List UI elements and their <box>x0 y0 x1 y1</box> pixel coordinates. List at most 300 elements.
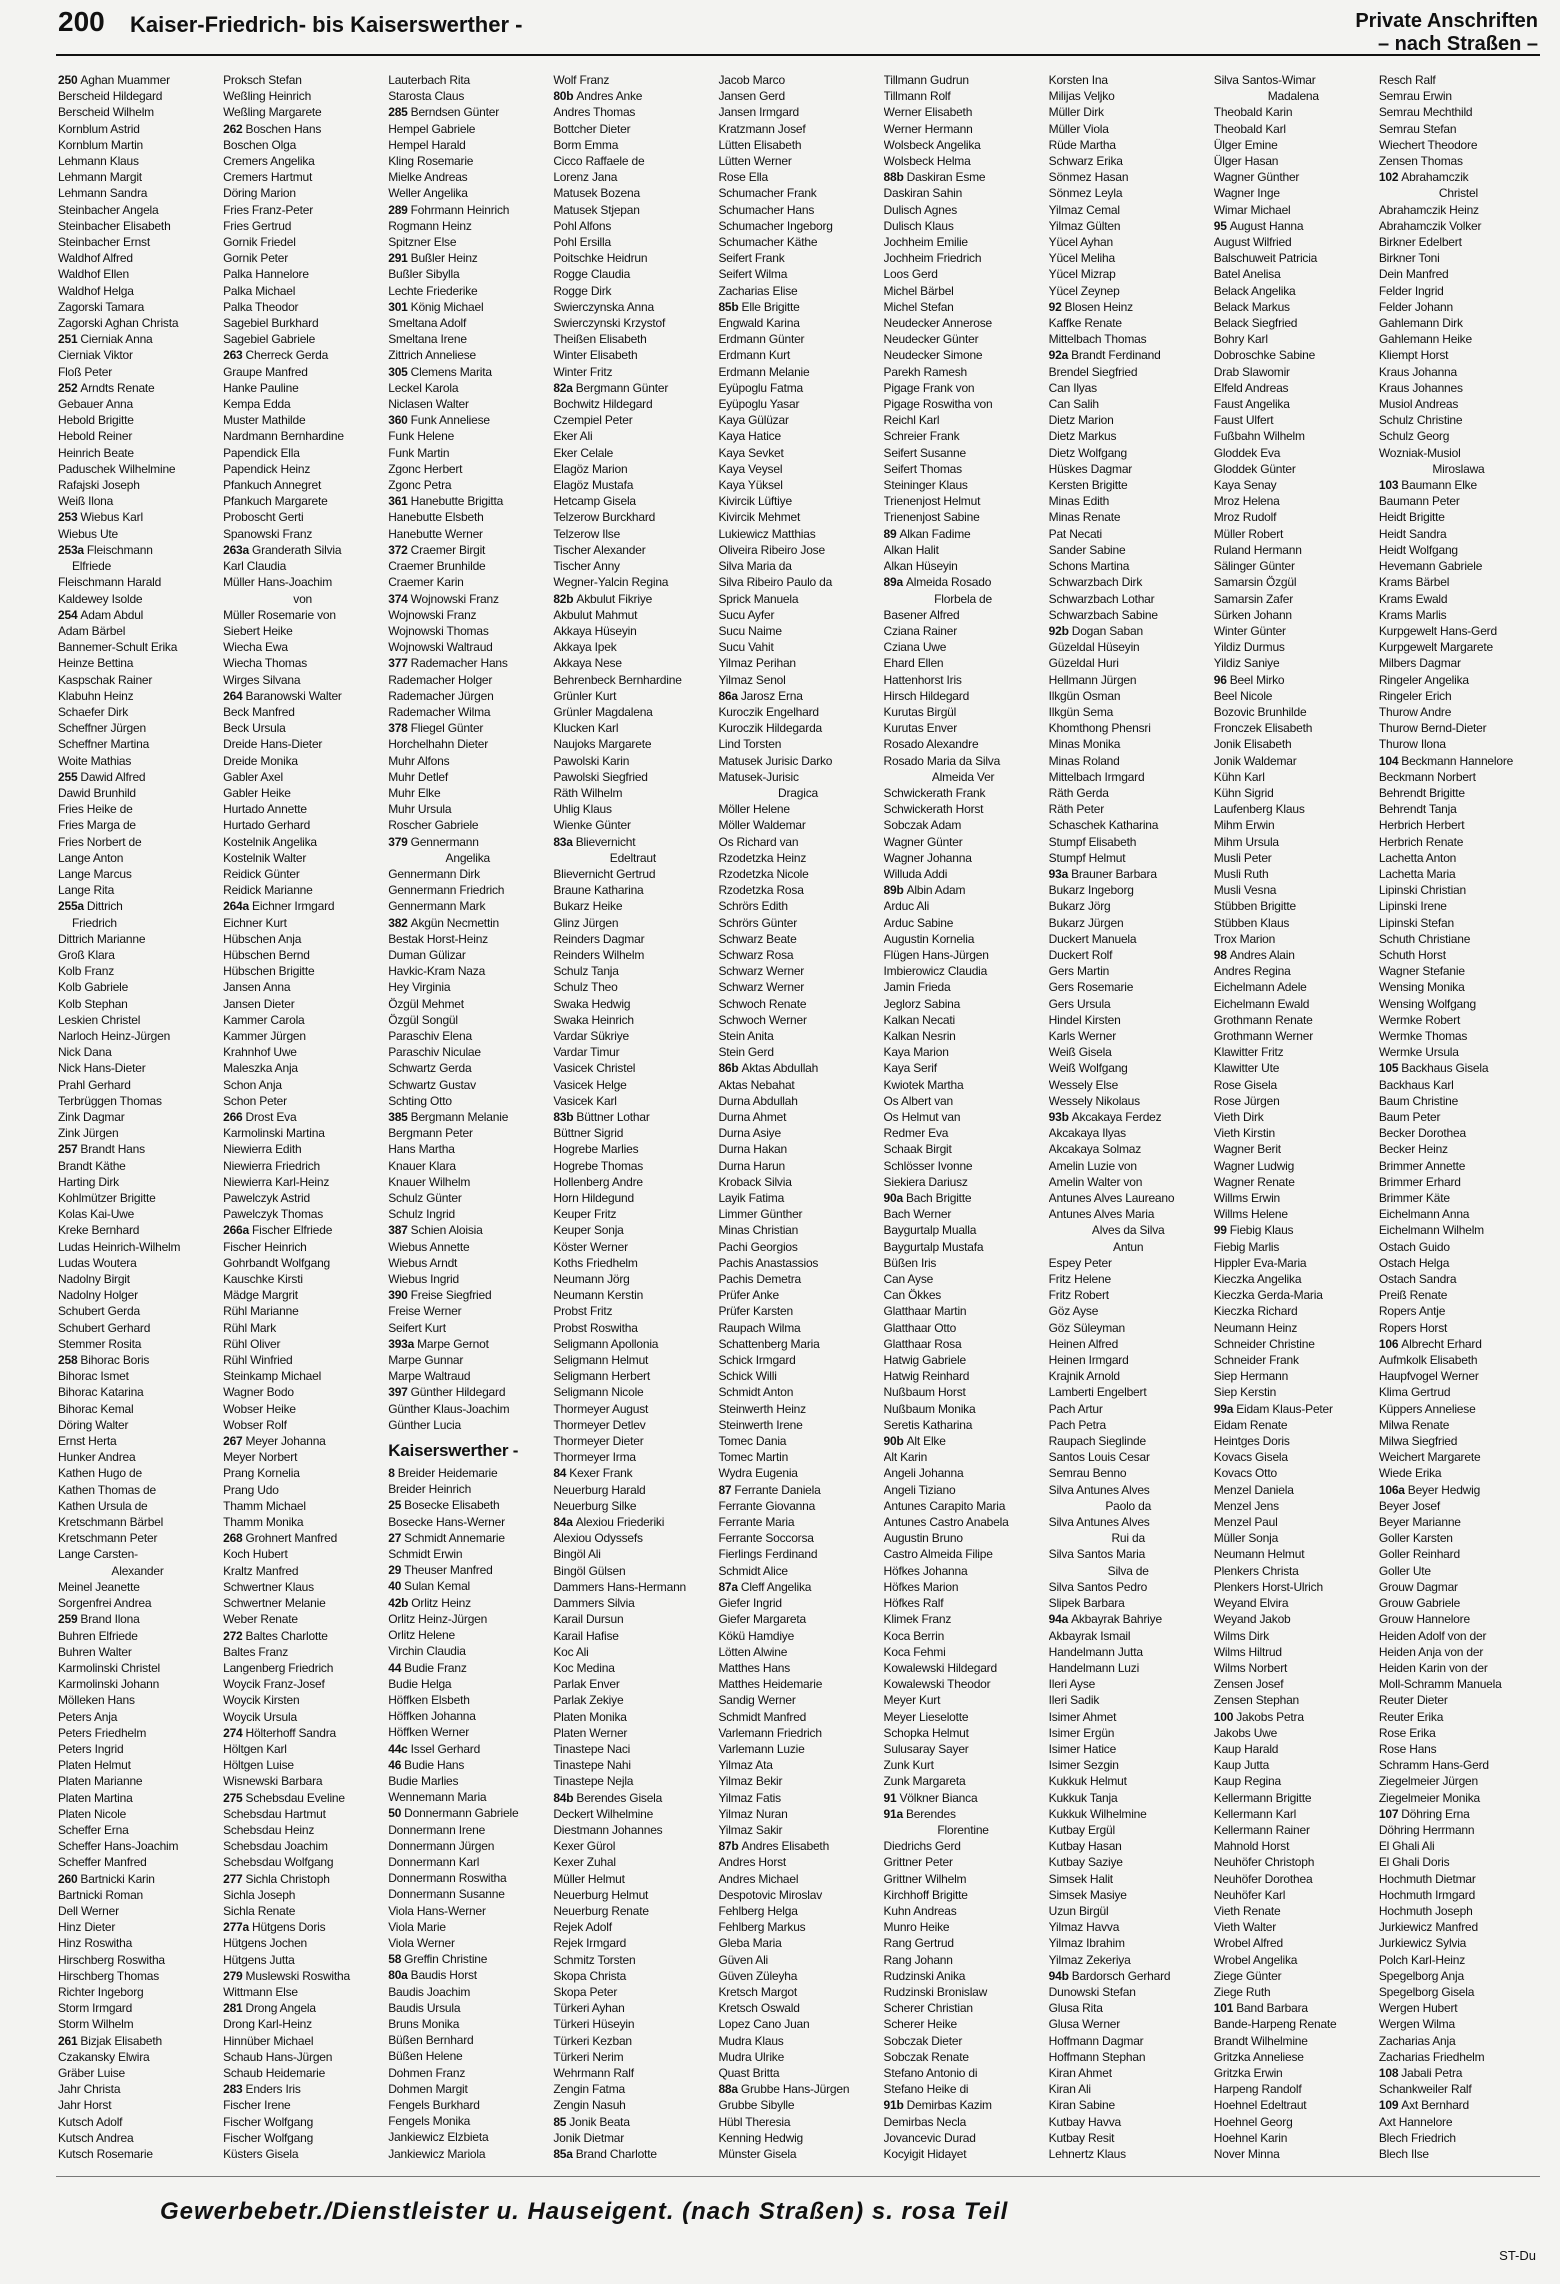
resident-name: Sichla Christoph <box>245 1871 330 1886</box>
listing-entry <box>223 185 382 201</box>
resident-name: Räth Gerda <box>1048 785 1109 800</box>
resident-name: Swaka Heinrich <box>553 1012 634 1027</box>
listing-entry <box>58 574 217 590</box>
listing-entry <box>58 1725 217 1741</box>
resident-name: Grünler Magdalena <box>553 704 653 719</box>
listing-entry <box>1049 1579 1208 1595</box>
listing-entry <box>388 2129 547 2145</box>
listing-entry <box>553 2114 712 2130</box>
resident-name: Almeida Ver <box>931 769 995 784</box>
listing-entry <box>1379 1514 1538 1530</box>
resident-name: Thamm Monika <box>223 1515 304 1530</box>
resident-name: Platen Helmut <box>58 1758 131 1773</box>
listing-entry <box>1049 331 1208 347</box>
listing-entry <box>1049 1595 1208 1611</box>
listing-entry <box>58 2049 217 2065</box>
resident-name: Wagner Berit <box>1213 1142 1281 1157</box>
listing-entry <box>223 1546 382 1562</box>
resident-name: Behrendt Tanja <box>1378 802 1457 817</box>
resident-name: Müller Dirk <box>1048 105 1104 120</box>
listing-entry <box>718 1611 877 1627</box>
listing-entry <box>553 202 712 218</box>
listing-entry <box>1379 2130 1538 2146</box>
listing-entry <box>388 266 547 282</box>
resident-name: Uhlig Klaus <box>553 802 612 817</box>
listing-entry <box>1049 509 1208 525</box>
resident-name: Rzodetzka Heinz <box>718 850 807 865</box>
house-number: 109 <box>1378 2098 1399 2113</box>
listing-entry <box>388 1708 547 1724</box>
listing-entry <box>1049 1028 1208 1044</box>
resident-name: Gennermann Friedrich <box>388 883 505 898</box>
resident-name: Ziegelmeier Monika <box>1378 1790 1480 1805</box>
listing-entry <box>1049 1822 1208 1838</box>
listing-entry <box>718 1660 877 1676</box>
resident-name: Schons Martina <box>1048 559 1130 574</box>
resident-name: Beyer Marianne <box>1378 1515 1461 1530</box>
listing-entry <box>58 963 217 979</box>
resident-name: Hey Virginia <box>388 980 451 995</box>
listing-entry <box>884 1352 1043 1368</box>
resident-name: Blievernicht <box>575 834 636 849</box>
listing-entry <box>553 607 712 623</box>
listing-entry <box>223 1433 382 1449</box>
listing-entry <box>1379 331 1538 347</box>
listing-entry <box>1379 947 1538 963</box>
listing-entry <box>58 1449 217 1465</box>
listing-entry <box>884 1125 1043 1141</box>
resident-name: Gritzka Anneliese <box>1213 2049 1304 2064</box>
listing-entry <box>388 801 547 817</box>
resident-name: Albrecht Erhard <box>1401 1336 1482 1351</box>
resident-name: Hurtado Annette <box>223 802 307 817</box>
resident-name: Pigage Roswitha von <box>883 397 993 412</box>
listing-entry <box>553 104 712 120</box>
listing-entry <box>553 591 712 607</box>
resident-name: Adam Abdul <box>80 607 144 622</box>
resident-name: Belack Angelika <box>1213 283 1296 298</box>
listing-entry <box>884 817 1043 833</box>
listing-entry <box>1379 1935 1538 1951</box>
listing-entry <box>223 1417 382 1433</box>
resident-name: Heidt Sandra <box>1378 526 1447 541</box>
listing-entry <box>884 1482 1043 1498</box>
listing-entry <box>1379 623 1538 639</box>
resident-name: Wiecha Ewa <box>223 640 288 655</box>
listing-entry <box>388 1190 547 1206</box>
listing-entry <box>718 2065 877 2081</box>
listing-entry <box>388 736 547 752</box>
listing-entry <box>1379 2081 1538 2097</box>
resident-name: Wiebus Ingrid <box>388 1272 459 1287</box>
listing-entry <box>388 1206 547 1222</box>
resident-name: Weßling Heinrich <box>223 89 312 104</box>
listing-entry <box>884 1952 1043 1968</box>
resident-name: Peters Ingrid <box>58 1741 124 1756</box>
listing-entry <box>223 834 382 850</box>
listing-entry <box>553 1336 712 1352</box>
house-number: 84a <box>553 1515 573 1530</box>
resident-name: Christel <box>1438 186 1478 201</box>
listing-entry <box>223 1012 382 1028</box>
resident-name: Fliegel Günter <box>410 721 484 736</box>
listing-entry <box>1049 655 1208 671</box>
house-number: 102 <box>1378 170 1399 185</box>
resident-name: Donnermann Jürgen <box>388 1838 495 1853</box>
listing-entry <box>718 1482 877 1498</box>
resident-name: Nover Minna <box>1213 2147 1280 2161</box>
resident-name: Telzerow Ilse <box>553 526 621 541</box>
resident-name: Kukkuk Helmut <box>1048 1774 1127 1789</box>
resident-name: Hoehnel Karin <box>1213 2130 1288 2145</box>
listing-entry <box>58 169 217 185</box>
resident-name: Neumann Kerstin <box>553 1288 644 1303</box>
listing-entry <box>553 315 712 331</box>
listing-entry <box>553 1109 712 1125</box>
resident-name: Mroz Helena <box>1213 494 1280 509</box>
listing-entry <box>718 672 877 688</box>
resident-name: Yilmaz Zekeriya <box>1048 1952 1131 1967</box>
section-heading-line2: – nach Straßen – <box>1377 33 1538 55</box>
resident-name: Dulisch Klaus <box>883 218 954 233</box>
resident-name: Neuerburg Silke <box>553 1498 637 1513</box>
resident-name: Zunk Margareta <box>883 1774 966 1789</box>
listing-entry <box>718 931 877 947</box>
listing-entry <box>553 769 712 785</box>
resident-name: Brandt Käthe <box>58 1158 126 1173</box>
listing-entry <box>58 2081 217 2097</box>
house-number: 86a <box>718 688 738 703</box>
house-number: 255 <box>58 769 78 784</box>
resident-name: Kuroczik Hildegarda <box>718 721 823 736</box>
resident-name: Ferrante Soccorsa <box>718 1531 814 1546</box>
resident-name: Yildiz Durmus <box>1213 640 1285 655</box>
listing-entry <box>223 2033 382 2049</box>
resident-name: Jahr Christa <box>58 2082 121 2097</box>
listing-entry <box>1214 2097 1373 2113</box>
listing-entry <box>1214 1952 1373 1968</box>
resident-name: Mahnold Horst <box>1213 1839 1290 1854</box>
listing-entry <box>884 137 1043 153</box>
resident-name: Simsek Masiye <box>1048 1887 1127 1902</box>
resident-name: Türkeri Kezban <box>553 2033 632 2048</box>
listing-entry <box>884 2146 1043 2162</box>
resident-name: Prüfer Karsten <box>718 1304 794 1319</box>
resident-name: Hempel Gabriele <box>388 121 476 136</box>
listing-entry <box>58 1660 217 1676</box>
resident-name: Karmolinski Martina <box>223 1126 325 1141</box>
resident-name: Berendes Gisela <box>576 1790 663 1805</box>
resident-name: Cziana Rainer <box>883 623 957 638</box>
resident-name: Mittelbach Thomas <box>1048 332 1147 347</box>
resident-name: Duckert Manuela <box>1048 931 1137 946</box>
listing-entry <box>58 1806 217 1822</box>
resident-name: Hippler Eva-Maria <box>1213 1255 1307 1270</box>
listing-entry <box>1049 1514 1208 1530</box>
resident-name: Niewierra Karl-Heinz <box>223 1174 330 1189</box>
resident-name: Yücel Zeynep <box>1048 283 1120 298</box>
resident-name: Sobczak Renate <box>883 2049 969 2064</box>
listing-entry <box>1214 1903 1373 1919</box>
listing-entry <box>718 72 877 88</box>
resident-name: Stein Gerd <box>718 1045 774 1060</box>
listing-entry <box>223 1822 382 1838</box>
resident-name: Kutsch Rosemarie <box>58 2147 153 2161</box>
listing-entry <box>884 2097 1043 2113</box>
listing-entry <box>388 1255 547 1271</box>
listing-entry <box>1214 1433 1373 1449</box>
resident-name: Drab Slawomir <box>1213 364 1290 379</box>
listing-entry <box>553 1773 712 1789</box>
resident-name: Baygurtalp Mustafa <box>883 1239 984 1254</box>
resident-name: Schon Peter <box>223 1093 287 1108</box>
listing-entry <box>1049 931 1208 947</box>
listing-entry <box>553 185 712 201</box>
resident-name: Rühl Oliver <box>223 1336 281 1351</box>
listing-entry <box>718 542 877 558</box>
resident-name: Alves da Silva <box>1091 1223 1165 1238</box>
resident-name: Bukarz Jürgen <box>1048 915 1124 930</box>
listing-entry <box>1049 1303 1208 1319</box>
listing-entry <box>388 1320 547 1336</box>
resident-name: Zengin Fatma <box>553 2082 625 2097</box>
listing-entry <box>223 88 382 104</box>
resident-name: Winter Elisabeth <box>553 348 638 363</box>
resident-name: Yilmaz Ibrahim <box>1048 1936 1125 1951</box>
listing-entry <box>58 396 217 412</box>
listing-entry <box>718 1790 877 1806</box>
listing-entry <box>388 817 547 833</box>
listing-entry <box>718 509 877 525</box>
resident-name: Neumann Heinz <box>1213 1320 1298 1335</box>
resident-name: Jochheim Emilie <box>883 235 968 250</box>
house-number: 90b <box>883 1434 904 1449</box>
listing-entry <box>1049 1546 1208 1562</box>
listing-entry <box>718 1871 877 1887</box>
resident-name: Rose Jürgen <box>1213 1093 1280 1108</box>
house-number: 283 <box>223 2082 243 2097</box>
resident-name: Fronczek Elisabeth <box>1213 721 1313 736</box>
resident-name: Bohry Karl <box>1213 332 1268 347</box>
listing-entry <box>1379 1401 1538 1417</box>
listing-entry <box>58 1190 217 1206</box>
listing-entry <box>1049 1871 1208 1887</box>
resident-name: Scherer Heike <box>883 2017 957 2032</box>
listing-entry <box>884 639 1043 655</box>
house-number: 259 <box>58 1612 78 1627</box>
resident-name: Platen Monika <box>553 1709 627 1724</box>
listing-entry <box>1379 2065 1538 2081</box>
listing-entry <box>223 380 382 396</box>
resident-name: Felder Ingrid <box>1378 283 1444 298</box>
house-number: 263a <box>223 542 250 557</box>
listing-entry <box>1049 720 1208 736</box>
listing-entry <box>223 153 382 169</box>
resident-name: Kolb Franz <box>58 964 115 979</box>
resident-name: Wiebus Arndt <box>388 1255 458 1270</box>
listing-entry <box>884 1060 1043 1076</box>
listing-entry <box>884 1287 1043 1303</box>
listing-entry <box>553 1255 712 1271</box>
resident-name: Wojnowski Thomas <box>388 623 489 638</box>
resident-name: Dragica <box>778 785 818 800</box>
listing-entry <box>1214 1579 1373 1595</box>
resident-name: Wiecha Thomas <box>223 656 307 671</box>
resident-name: Kaya Veysel <box>718 461 783 476</box>
resident-name: Ferrante Maria <box>718 1515 795 1530</box>
house-number: 360 <box>388 413 408 428</box>
listing-entry <box>718 963 877 979</box>
listing-entry <box>58 218 217 234</box>
listing-entry <box>223 623 382 639</box>
listing-entry <box>1379 1709 1538 1725</box>
resident-name: Miroslawa <box>1432 461 1485 476</box>
resident-name: Hevemann Gabriele <box>1378 559 1483 574</box>
resident-name: Scherer Christian <box>883 2001 973 2016</box>
resident-name: Isimer Ahmet <box>1048 1709 1117 1724</box>
resident-name: Lütten Elisabeth <box>718 137 802 152</box>
resident-name: Berndsen Günter <box>410 105 500 120</box>
listing-entry <box>223 428 382 444</box>
listing-entry <box>1379 996 1538 1012</box>
resident-name: Hinnüber Michael <box>223 2033 314 2048</box>
resident-name: Höfkes Marion <box>883 1579 959 1594</box>
listing-entry <box>553 1530 712 1546</box>
listing-entry <box>553 2033 712 2049</box>
house-number: 257 <box>58 1142 78 1157</box>
resident-name: Kivircik Lüftiye <box>718 494 792 509</box>
resident-name: Vieth Walter <box>1213 1920 1277 1935</box>
listing-entry <box>553 396 712 412</box>
listing-entry <box>884 1757 1043 1773</box>
resident-name: Kellermann Brigitte <box>1213 1790 1312 1805</box>
listing-entry <box>58 996 217 1012</box>
resident-name: Müller Helmut <box>553 1871 625 1886</box>
listing-entry <box>58 1368 217 1384</box>
listing-entry <box>58 947 217 963</box>
listing-entry <box>58 1060 217 1076</box>
resident-name: Kutbay Saziye <box>1048 1855 1123 1870</box>
resident-name: Wilms Hiltrud <box>1213 1644 1282 1659</box>
listing-entry <box>718 218 877 234</box>
listing-entry <box>718 1579 877 1595</box>
listing-entry <box>1049 834 1208 850</box>
resident-name: Arduc Sabine <box>883 915 954 930</box>
resident-name: Faust Ulfert <box>1213 413 1274 428</box>
listing-entry <box>553 542 712 558</box>
listing-entry <box>58 1903 217 1919</box>
resident-name: Wilms Norbert <box>1213 1660 1288 1675</box>
resident-name: Beel Nicole <box>1213 688 1273 703</box>
resident-name: Yilmaz Sakir <box>718 1822 783 1837</box>
listing-entry <box>884 412 1043 428</box>
listing-entry <box>388 153 547 169</box>
resident-name: Brand Charlotte <box>575 2147 657 2161</box>
listing-entry <box>553 1320 712 1336</box>
resident-name: Diedrichs Gerd <box>883 1839 961 1854</box>
listing-entry <box>553 234 712 250</box>
resident-name: Bruns Monika <box>388 2016 460 2031</box>
resident-name: Wensing Monika <box>1378 980 1465 995</box>
resident-name: Siekiera Dariusz <box>883 1174 968 1189</box>
resident-name: Isimer Hatice <box>1048 1741 1117 1756</box>
resident-name: Hoehnel Georg <box>1213 2114 1293 2129</box>
listing-entry <box>223 283 382 299</box>
listing-entry <box>553 1141 712 1157</box>
resident-name: Zacharias Anja <box>1378 2033 1456 2048</box>
resident-name: Neuhöfer Dorothea <box>1213 1871 1313 1886</box>
listing-entry <box>553 1401 712 1417</box>
listing-entry <box>223 1660 382 1676</box>
listing-entry <box>1379 1806 1538 1822</box>
listing-entry <box>388 1773 547 1789</box>
resident-name: Kiran Sabine <box>1048 2098 1115 2113</box>
listing-entry <box>1379 558 1538 574</box>
listing-column-6 <box>884 72 1043 2162</box>
listing-entry <box>1379 364 1538 380</box>
listing-entry <box>1214 461 1373 477</box>
resident-name: Eker Ali <box>553 429 593 444</box>
resident-name: Eidam Klaus-Peter <box>1236 1401 1333 1416</box>
house-number: 85b <box>718 299 739 314</box>
resident-name: Siebert Heike <box>223 623 293 638</box>
listing-entry <box>223 1563 382 1579</box>
resident-name: Boschen Olga <box>223 137 297 152</box>
listing-entry <box>223 477 382 493</box>
resident-name: Türkeri Nerim <box>553 2049 624 2064</box>
listing-entry <box>1049 1190 1208 1206</box>
listing-entry <box>58 1676 217 1692</box>
resident-name: Nick Hans-Dieter <box>58 1061 146 1076</box>
house-number: 374 <box>388 591 408 606</box>
listing-entry <box>223 1741 382 1757</box>
listing-entry <box>1214 963 1373 979</box>
resident-name: Menzel Daniela <box>1213 1482 1294 1497</box>
listing-entry <box>1214 1368 1373 1384</box>
listing-entry <box>58 704 217 720</box>
resident-name: Andres Alain <box>1229 947 1295 962</box>
listing-entry <box>884 1336 1043 1352</box>
house-number: 253a <box>58 542 84 557</box>
resident-name: Baumann Peter <box>1378 494 1460 509</box>
listing-entry <box>223 769 382 785</box>
resident-name: Kökü Hamdiye <box>718 1628 795 1643</box>
listing-entry <box>388 753 547 769</box>
resident-name: Hübschen Anja <box>223 931 302 946</box>
resident-name: Swaka Hedwig <box>553 996 631 1011</box>
listing-entry <box>58 331 217 347</box>
resident-name: Arndts Renate <box>80 380 155 395</box>
resident-name: Schting Otto <box>388 1093 452 1108</box>
resident-name: Aufmkolk Elisabeth <box>1378 1353 1478 1368</box>
listing-entry <box>1379 477 1538 493</box>
resident-name: Amelin Walter von <box>1048 1174 1143 1189</box>
listing-entry <box>1214 1077 1373 1093</box>
resident-name: Bihorac Katarina <box>58 1385 144 1400</box>
resident-name: Faust Angelika <box>1213 397 1290 412</box>
listing-entry <box>58 526 217 542</box>
listing-entry <box>1379 2114 1538 2130</box>
resident-name: Spegelborg Gisela <box>1378 1984 1475 1999</box>
resident-name: Bingöl Gülsen <box>553 1563 626 1578</box>
listing-entry <box>223 509 382 525</box>
resident-name: Minas Renate <box>1048 510 1121 525</box>
listing-entry <box>223 315 382 331</box>
listing-entry <box>1214 2130 1373 2146</box>
listing-entry <box>388 1012 547 1028</box>
listing-entry <box>718 1968 877 1984</box>
listing-entry <box>1214 1563 1373 1579</box>
